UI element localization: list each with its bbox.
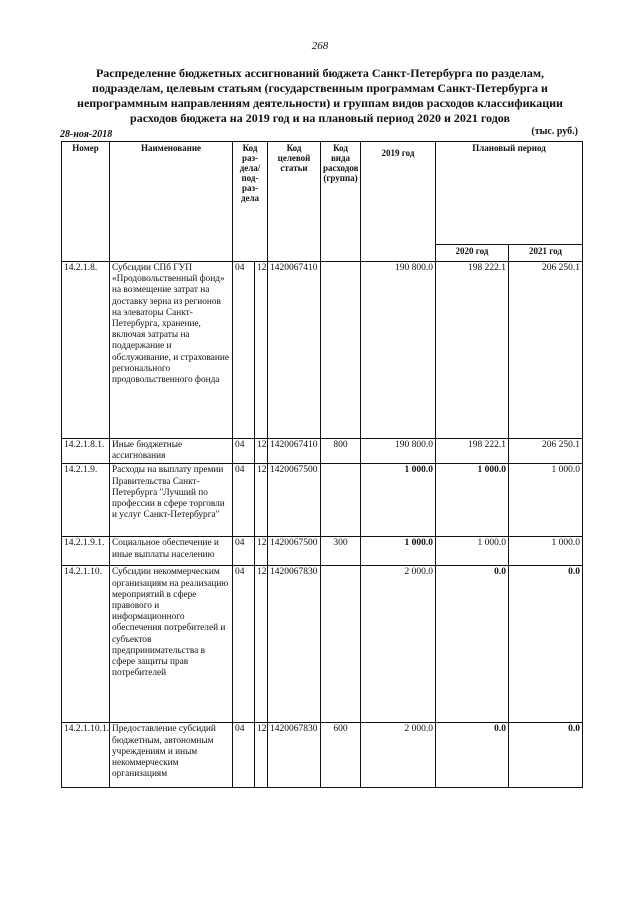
- row-subsection: 12: [255, 439, 268, 464]
- row-name: Предоставление субсидий бюджетным, автономным учреждениям и иным некоммерческим организациям: [110, 723, 233, 788]
- row-2019: 2 000.0: [361, 566, 436, 723]
- table-row: [62, 464, 583, 537]
- row-type: 600: [321, 723, 361, 788]
- row-target: 1420067830: [268, 723, 321, 788]
- row-subsection: 12: [255, 566, 268, 723]
- row-2020: 0.0: [436, 723, 509, 788]
- document-title: Распределение бюджетных ассигнований бюджета Санкт-Петербурга по разделам, подразделам, целевым статьям (государственным программам Санкт-Петербурга и непрограммным направлениям деятельности) и группам видов расходов классификации расходов бюджета на 2019 год и на плановый период 2020 и 2021 годов: [77, 66, 563, 125]
- row-2020: 198 222.1: [436, 439, 509, 464]
- row-section: 04: [233, 439, 255, 464]
- row-name: Социальное обеспечение и иные выплаты населению: [110, 537, 233, 566]
- header-name: Наименование: [110, 142, 233, 262]
- row-number: 14.2.1.9.1.: [62, 537, 110, 566]
- row-name: Расходы на выплату премии Правительства Санкт-Петербурга "Лучший по профессии в сфере торговли и услуг Санкт-Петербурга": [110, 464, 233, 537]
- row-target: 1420067500: [268, 537, 321, 566]
- header-number: Номер: [62, 142, 110, 262]
- row-2021: 0.0: [509, 723, 583, 788]
- row-2021: 206 250.1: [509, 262, 583, 439]
- table-row: [62, 439, 583, 464]
- document-date: 28-ноя-2018: [60, 129, 113, 140]
- row-section: 04: [233, 464, 255, 537]
- row-type: [321, 262, 361, 439]
- row-2021: 206 250.1: [509, 439, 583, 464]
- table-row: [62, 262, 583, 439]
- row-2020: 1 000.0: [436, 464, 509, 537]
- header-target: Код целевой статьи: [268, 142, 321, 262]
- row-2020: 1 000.0: [436, 537, 509, 566]
- row-number: 14.2.1.8.1.: [62, 439, 110, 464]
- row-target: 1420067410: [268, 439, 321, 464]
- row-type: [321, 464, 361, 537]
- row-number: 14.2.1.8.: [62, 262, 110, 439]
- header-plan-period: Плановый период: [436, 142, 583, 245]
- header-2021: 2021 год: [509, 245, 583, 262]
- row-name: Субсидии СПб ГУП «Продовольственный фонд» на возмещение затрат на доставку зерна из регионов на элеваторы Санкт-Петербурга, хранение, включая затраты на поддержание и обслуживание, и страхование регионального продовольственного фонда: [110, 262, 233, 439]
- row-2020: 0.0: [436, 566, 509, 723]
- header-2020: 2020 год: [436, 245, 509, 262]
- row-2019: 1 000.0: [361, 464, 436, 537]
- row-name: Иные бюджетные ассигнования: [110, 439, 233, 464]
- row-2021: 1 000.0: [509, 537, 583, 566]
- row-2021: 0.0: [509, 566, 583, 723]
- row-2020: 198 222.1: [436, 262, 509, 439]
- row-number: 14.2.1.10.: [62, 566, 110, 723]
- row-target: 1420067410: [268, 262, 321, 439]
- row-section: 04: [233, 723, 255, 788]
- header-row: [62, 142, 583, 245]
- row-subsection: 12: [255, 723, 268, 788]
- row-section: 04: [233, 262, 255, 439]
- row-2019: 1 000.0: [361, 537, 436, 566]
- row-section: 04: [233, 537, 255, 566]
- row-subsection: 12: [255, 537, 268, 566]
- row-target: 1420067830: [268, 566, 321, 723]
- row-type: 800: [321, 439, 361, 464]
- row-2019: 190 800.0: [361, 262, 436, 439]
- row-2021: 1 000.0: [509, 464, 583, 537]
- row-section: 04: [233, 566, 255, 723]
- row-subsection: 12: [255, 262, 268, 439]
- row-number: 14.2.1.10.1.: [62, 723, 110, 788]
- units-label: (тыс. руб.): [531, 126, 578, 137]
- row-name: Субсидии некоммерческим организациям на реализацию мероприятий в сфере правового и информационного обеспечения потребителей и субъектов предпринимательства в сфере защиты прав потребителей: [110, 566, 233, 723]
- table-row: [62, 537, 583, 566]
- row-number: 14.2.1.9.: [62, 464, 110, 537]
- row-2019: 190 800.0: [361, 439, 436, 464]
- row-target: 1420067500: [268, 464, 321, 537]
- row-type: 300: [321, 537, 361, 566]
- table-row: [62, 723, 583, 788]
- header-section: Код раз- дела/ под- раз- дела: [233, 142, 268, 262]
- header-2019: 2019 год: [361, 142, 436, 262]
- header-type: Код вида расходов (группа): [321, 142, 361, 262]
- table-row: [62, 566, 583, 723]
- budget-table: [61, 141, 583, 788]
- row-2019: 2 000.0: [361, 723, 436, 788]
- row-type: [321, 566, 361, 723]
- page-number: 268: [311, 40, 329, 52]
- row-subsection: 12: [255, 464, 268, 537]
